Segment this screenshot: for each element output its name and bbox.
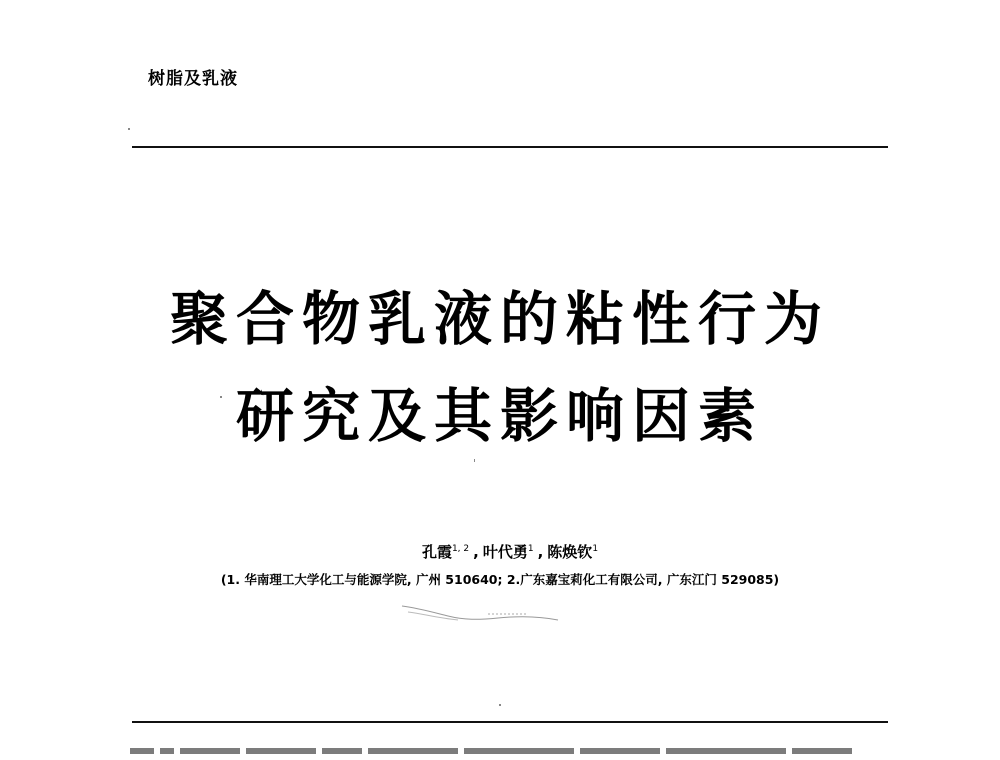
paper-title-line-2: 研究及其影响因素 xyxy=(235,382,764,450)
author-name: 叶代勇 xyxy=(482,543,528,561)
scan-speck xyxy=(499,704,501,706)
author-separator: , xyxy=(537,543,544,561)
author-line xyxy=(100,541,920,562)
author-affiliation: (1. 华南理工大学化工与能源学院, 广州 510640; 2.广东嘉宝莉化工有限公司, 广东江门 529085) xyxy=(220,572,780,587)
cut-off-text-row xyxy=(130,748,890,760)
scan-speck xyxy=(128,128,130,130)
author-name: 孔霞 xyxy=(421,543,452,561)
section-label: 树脂及乳液 xyxy=(148,69,238,89)
author-affiliation-mark: 1 xyxy=(592,544,599,554)
paper-title-line-1: 聚合物乳液的粘性行为 xyxy=(169,285,830,353)
header-rule xyxy=(132,146,888,148)
author-separator: , xyxy=(473,543,479,561)
author-name: 陈焕钦 xyxy=(547,543,593,561)
author-affiliation-mark: 1 xyxy=(527,544,534,554)
scan-speck xyxy=(220,396,222,398)
abstract-rule xyxy=(132,721,888,723)
scan-artifact xyxy=(398,600,578,630)
scan-speck xyxy=(474,459,475,462)
author-affiliation-mark: 1, 2 xyxy=(451,544,470,554)
